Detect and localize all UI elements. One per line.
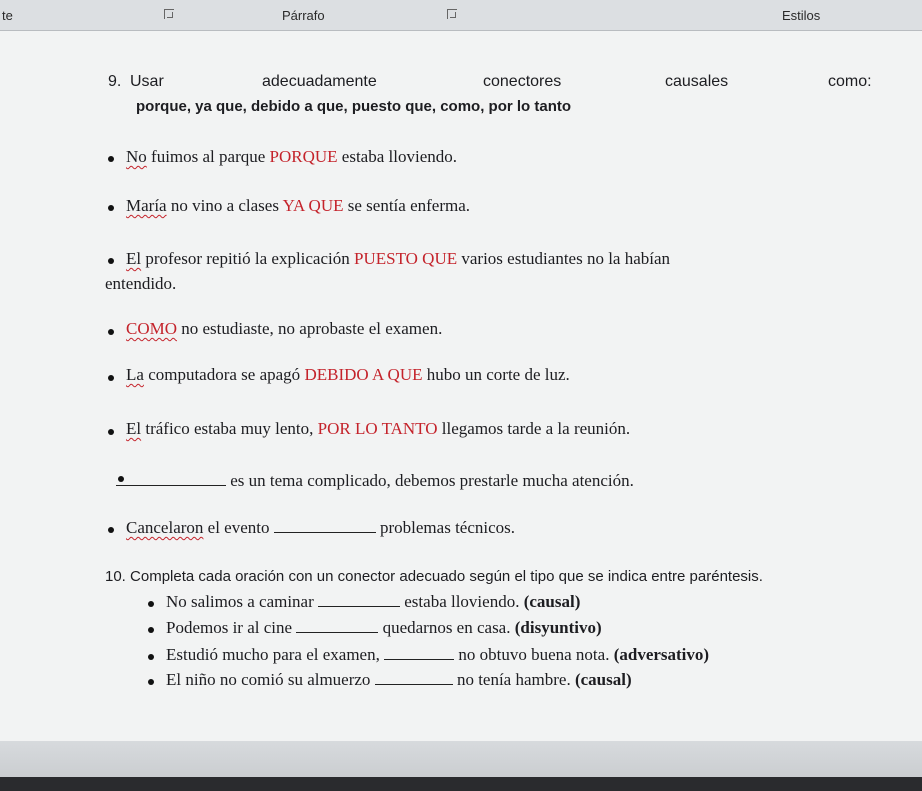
q9-item-1: No fuimos al parque PORQUE estaba lloviendo. [126,147,457,166]
ribbon-fragment: te [2,8,13,23]
q9-item-8: Cancelaron el evento problemas técnicos. [126,518,516,537]
answer-blank[interactable] [375,670,453,685]
q9-word-conectores: conectores [483,73,562,90]
answer-blank[interactable] [384,645,454,660]
bullet-icon [148,627,154,633]
q9-item-2: María no vino a clases YA QUE se sentía enferma. [126,196,470,215]
answer-blank[interactable] [296,618,378,633]
q10-heading: 10. Completa cada oración con un conector adecuado según el tipo que se indica entre paréntesis. [105,568,763,585]
q10-item-1: No salimos a caminar estaba lloviendo. (causal) [166,592,581,611]
q10-item-3: Estudió mucho para el examen, no obtuvo buena nota. (adversativo) [166,645,710,664]
q9-item-3: El profesor repitió la explicación PUESTO QUE varios estudiantes no la habían [126,249,671,268]
bullet-icon [108,329,114,335]
answer-blank[interactable] [274,518,376,533]
bullet-icon [148,654,154,660]
q9-item-6: El tráfico estaba muy lento, POR LO TANTO llegamos tarde a la reunión. [126,419,631,438]
q10-item-4: El niño no comió su almuerzo no tenía hambre. (causal) [166,670,632,689]
q9-connectors-list: porque, ya que, debido a que, puesto que, como, por lo tanto [136,98,572,115]
ribbon-bar [0,0,922,31]
styles-group-label: Estilos [782,8,821,23]
bullet-icon [108,258,114,264]
q9-word-como: como: [828,73,872,90]
bullet-icon [148,601,154,607]
q9-item-4: COMO no estudiaste, no aprobaste el examen. [126,319,443,338]
q9-item-3-continuation: entendido. [105,274,177,293]
paragraph-group-label: Párrafo [282,8,325,23]
q9-item-5: La computadora se apagó DEBIDO A QUE hubo un corte de luz. [126,365,570,384]
answer-blank[interactable] [318,592,400,607]
font-dialog-launcher-icon[interactable] [164,9,174,19]
q9-word-usar: Usar [130,73,164,90]
bullet-icon [108,205,114,211]
document-page[interactable] [0,31,922,741]
q9-word-adecuadamente: adecuadamente [262,73,377,90]
answer-blank[interactable] [116,471,226,486]
paragraph-dialog-launcher-icon[interactable] [447,9,457,19]
q9-word-causales: causales [665,73,729,90]
bottom-area [0,741,922,791]
q10-item-2: Podemos ir al cine quedarnos en casa. (disyuntivo) [166,618,602,637]
q9-number: 9. [108,73,122,90]
bullet-icon [148,679,154,685]
bullet-icon [108,156,114,162]
bullet-icon [108,527,114,533]
bullet-icon [108,429,114,435]
bullet-icon [108,375,114,381]
q9-item-7: es un tema complicado, debemos prestarle mucha atención. [116,471,634,491]
taskbar-strip [0,777,922,791]
